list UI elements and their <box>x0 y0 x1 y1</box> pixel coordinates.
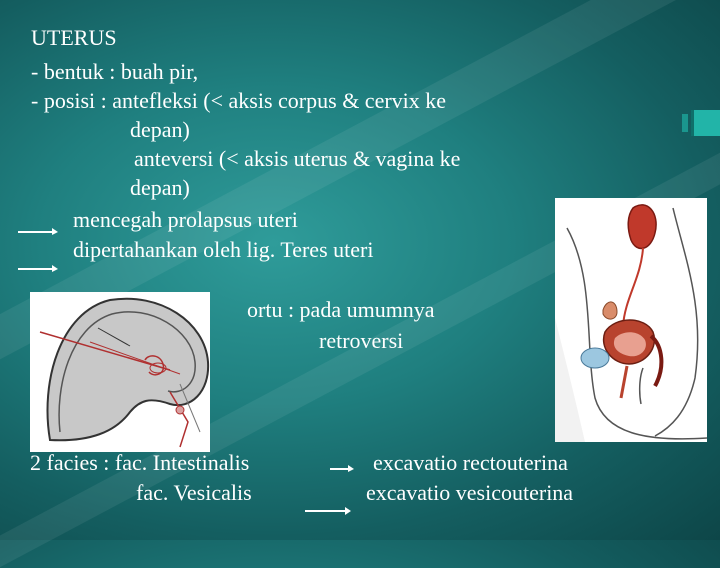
bullet-posisi: - posisi : antefleksi (< aksis corpus & cervix ke <box>31 88 447 113</box>
pelvis-sagittal-diagram <box>555 198 707 442</box>
arrow-right-icon <box>305 502 351 516</box>
uterus-retroversion-diagram <box>30 292 210 452</box>
text-facies-vesicalis: fac. Vesicalis <box>136 480 252 505</box>
text-retroversi: retroversi <box>319 328 404 353</box>
arrow-right-icon <box>330 460 354 472</box>
text-excavatio-vesicouterina: excavatio vesicouterina <box>366 480 574 505</box>
slide-title: UTERUS <box>31 25 117 50</box>
text-dipertahankan: dipertahankan oleh lig. Teres uteri <box>73 237 374 262</box>
text-excavatio-rectouterina: excavatio rectouterina <box>373 450 568 475</box>
arrow-right-icon <box>18 258 58 272</box>
text-facies-intestinalis: 2 facies : fac. Intestinalis <box>30 450 250 475</box>
text-anteversi: anteversi (< aksis uterus & vagina ke <box>134 146 461 171</box>
decorative-accent-block <box>691 110 720 136</box>
text-ortu: ortu : pada umumnya <box>247 297 435 322</box>
bullet-bentuk: - bentuk : buah pir, <box>31 59 199 84</box>
text-depan-1: depan) <box>130 117 190 142</box>
text-mencegah: mencegah prolapsus uteri <box>73 207 298 232</box>
arrow-right-icon <box>18 221 58 235</box>
text-depan-2: depan) <box>130 175 190 200</box>
